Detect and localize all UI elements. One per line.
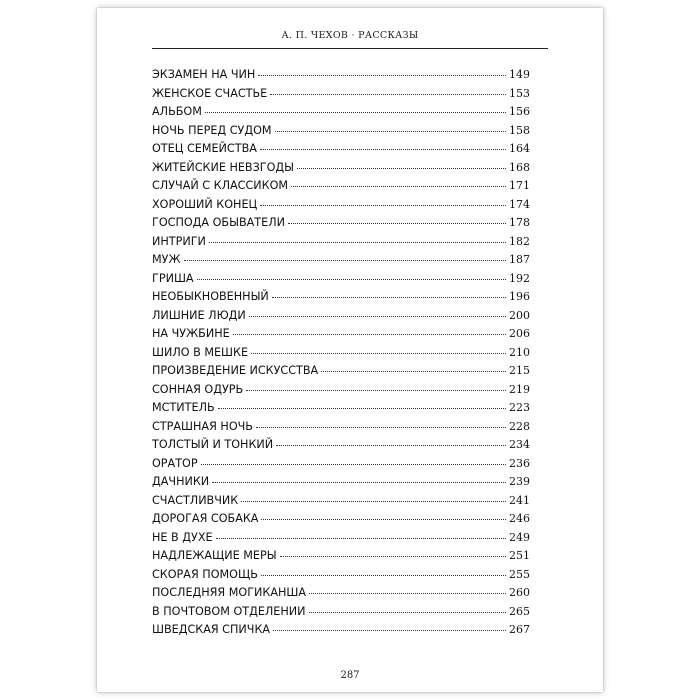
dot-leader xyxy=(272,297,506,298)
dot-leader xyxy=(256,427,506,428)
toc-entry-page: 260 xyxy=(509,586,530,599)
toc-entry-title: НАДЛЕЖАЩИЕ МЕРЫ xyxy=(152,549,277,562)
toc-entry xyxy=(152,124,530,143)
toc-entry-title: АЛЬБОМ xyxy=(152,105,202,118)
toc-entry-page: 219 xyxy=(509,382,530,396)
toc-entry xyxy=(152,309,530,328)
dot-leader xyxy=(205,112,506,113)
toc-entry-title: МУЖ xyxy=(152,253,181,266)
toc-entry-page: 178 xyxy=(509,216,530,229)
toc-entry xyxy=(152,327,530,346)
toc-entry-title: НЕ В ДУХЕ xyxy=(152,530,213,544)
dot-leader xyxy=(276,445,506,446)
toc-entry xyxy=(152,457,530,476)
toc-entry-title: НЕОБЫКНОВЕННЫЙ xyxy=(152,290,269,303)
toc-entry-page: 171 xyxy=(509,179,530,192)
toc-entry-title: СКОРАЯ ПОМОЩЬ xyxy=(152,567,258,581)
toc-entry-page: 215 xyxy=(509,364,530,377)
toc-entry-title: ОРАТОР xyxy=(152,456,198,470)
toc-entry-title: СТРАШНАЯ НОЧЬ xyxy=(152,419,253,433)
toc-entry-title: ГОСПОДА ОБЫВАТЕЛИ xyxy=(152,216,285,229)
dot-leader xyxy=(218,408,506,409)
dot-leader xyxy=(288,223,506,224)
dot-leader xyxy=(280,556,506,557)
toc-entry-page: 249 xyxy=(509,530,530,544)
toc-entry xyxy=(152,549,530,568)
toc-entry xyxy=(152,438,530,457)
dot-leader xyxy=(246,390,506,391)
dot-leader xyxy=(233,334,506,335)
toc-entry-title: ЖЕНСКОЕ СЧАСТЬЕ xyxy=(152,86,268,100)
toc-entry xyxy=(152,198,530,217)
dot-leader xyxy=(260,149,506,150)
toc-entry xyxy=(152,531,530,550)
toc-entry xyxy=(152,586,530,605)
toc-entry xyxy=(152,68,530,87)
toc-entry xyxy=(152,272,530,291)
book-page xyxy=(97,8,603,692)
toc-entry xyxy=(152,401,530,420)
toc-entry-title: ТОЛСТЫЙ И ТОНКИЙ xyxy=(152,438,274,451)
dot-leader xyxy=(251,353,506,354)
toc-entry-page: 153 xyxy=(509,86,530,100)
dot-leader xyxy=(258,75,506,76)
toc-entry xyxy=(152,346,530,365)
toc-entry-title: ШИЛО В МЕШКЕ xyxy=(152,345,249,359)
toc-entry-title: ЛИШНИЕ ЛЮДИ xyxy=(152,308,246,322)
toc-entry-page: 255 xyxy=(509,567,530,581)
toc-entry-page: 182 xyxy=(509,234,530,248)
toc-entry xyxy=(152,105,530,124)
toc-entry xyxy=(152,142,530,161)
toc-entry-page: 246 xyxy=(509,512,530,525)
toc-entry-title: ЭКЗАМЕН НА ЧИН xyxy=(152,68,256,81)
dot-leader xyxy=(297,168,506,169)
toc-entry-title: НА ЧУЖБИНЕ xyxy=(152,327,230,340)
dot-leader xyxy=(273,630,506,631)
toc-entry xyxy=(152,253,530,272)
dot-leader xyxy=(321,371,506,372)
toc-entry-page: 192 xyxy=(509,271,530,285)
table-of-contents xyxy=(152,68,530,642)
toc-entry-page: 228 xyxy=(509,419,530,433)
toc-entry-page: 200 xyxy=(509,308,530,322)
toc-entry-page: 196 xyxy=(509,290,530,303)
toc-entry-title: ШВЕДСКАЯ СПИЧКА xyxy=(152,623,271,636)
toc-entry-title: СЛУЧАЙ С КЛАССИКОМ xyxy=(152,179,289,192)
toc-entry-page: 168 xyxy=(509,160,530,174)
toc-entry-page: 239 xyxy=(509,475,530,488)
toc-entry-title: ГРИША xyxy=(152,271,194,285)
toc-entry-title: В ПОЧТОВОМ ОТДЕЛЕНИИ xyxy=(152,604,306,618)
toc-entry-page: 234 xyxy=(509,438,530,451)
toc-entry-page: 251 xyxy=(509,549,530,562)
toc-entry xyxy=(152,87,530,106)
toc-entry xyxy=(152,383,530,402)
toc-entry-title: ХОРОШИЙ КОНЕЦ xyxy=(152,197,258,211)
toc-entry-page: 236 xyxy=(509,456,530,470)
dot-leader xyxy=(197,279,506,280)
dot-leader xyxy=(201,464,506,465)
toc-entry-page: 206 xyxy=(509,327,530,340)
toc-entry-title: ОТЕЦ СЕМЕЙСТВА xyxy=(152,142,257,155)
toc-entry-title: ЖИТЕЙСКИЕ НЕВЗГОДЫ xyxy=(152,160,295,174)
toc-entry xyxy=(152,494,530,513)
dot-leader xyxy=(216,538,506,539)
toc-entry-title: СЧАСТЛИВЧИК xyxy=(152,493,239,507)
toc-entry xyxy=(152,512,530,531)
toc-entry-title: ИНТРИГИ xyxy=(152,234,206,248)
dot-leader xyxy=(261,575,506,576)
dot-leader xyxy=(261,519,506,520)
dot-leader xyxy=(291,186,506,187)
dot-leader xyxy=(309,593,506,594)
toc-entry-title: ДАЧНИКИ xyxy=(152,475,210,488)
toc-entry-page: 187 xyxy=(509,253,530,266)
dot-leader xyxy=(260,205,506,206)
toc-entry-page: 158 xyxy=(509,123,530,137)
toc-entry xyxy=(152,364,530,383)
toc-entry-title: СОННАЯ ОДУРЬ xyxy=(152,382,244,396)
running-head: А. П. ЧЕХОВ · РАССКАЗЫ xyxy=(281,30,419,41)
toc-entry xyxy=(152,290,530,309)
dot-leader xyxy=(249,316,506,317)
toc-entry-page: 156 xyxy=(509,105,530,118)
dot-leader xyxy=(270,94,506,95)
header-rule xyxy=(152,48,548,49)
toc-entry-title: МСТИТЕЛЬ xyxy=(152,401,215,414)
toc-entry-page: 267 xyxy=(509,623,530,636)
dot-leader xyxy=(184,260,506,261)
dot-leader xyxy=(209,242,506,243)
toc-entry xyxy=(152,216,530,235)
toc-entry xyxy=(152,235,530,254)
toc-entry-page: 149 xyxy=(509,68,530,81)
toc-entry-page: 241 xyxy=(509,493,530,507)
dot-leader xyxy=(212,482,506,483)
toc-entry-page: 164 xyxy=(509,142,530,155)
toc-entry xyxy=(152,179,530,198)
toc-entry xyxy=(152,420,530,439)
toc-entry-page: 265 xyxy=(509,604,530,618)
toc-entry xyxy=(152,161,530,180)
toc-entry-title: ДОРОГАЯ СОБАКА xyxy=(152,512,259,525)
page-number: 287 xyxy=(340,670,360,681)
toc-entry xyxy=(152,605,530,624)
dot-leader xyxy=(241,501,506,502)
toc-entry-title: ПОСЛЕДНЯЯ МОГИКАНША xyxy=(152,586,307,599)
toc-entry-page: 223 xyxy=(509,401,530,414)
dot-leader xyxy=(275,131,506,132)
toc-entry-page: 174 xyxy=(509,197,530,211)
toc-entry-title: НОЧЬ ПЕРЕД СУДОМ xyxy=(152,123,272,137)
toc-entry-title: ПРОИЗВЕДЕНИЕ ИСКУССТВА xyxy=(152,364,319,377)
toc-entry xyxy=(152,623,530,642)
toc-entry xyxy=(152,568,530,587)
toc-entry-page: 210 xyxy=(509,345,530,359)
dot-leader xyxy=(309,612,506,613)
toc-entry xyxy=(152,475,530,494)
